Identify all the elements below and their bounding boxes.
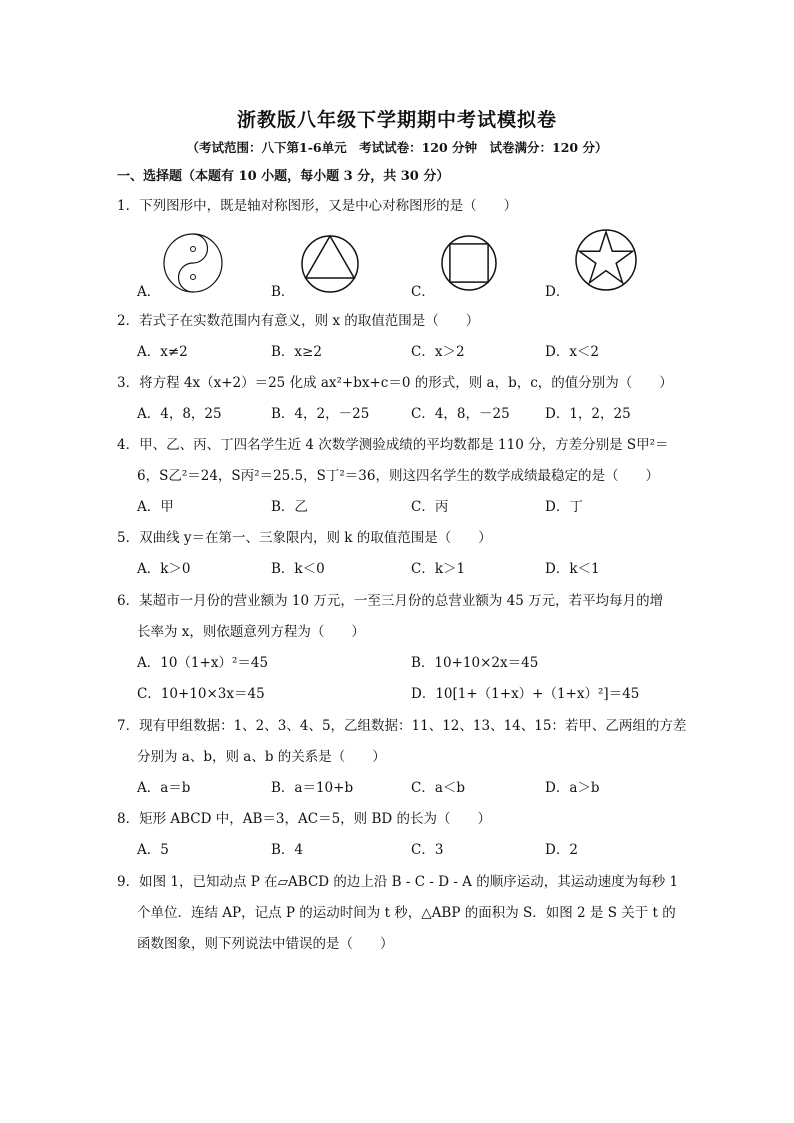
exam-subtitle: （考试范围：八下第1-6单元 考试试卷：120 分钟 试卷满分：120 分） [186, 140, 608, 155]
question-2-stem: 2．若式子在实数范围内有意义，则 x 的取值范围是（ ） [117, 313, 480, 329]
q1-option-a: A． [137, 284, 161, 300]
question-5-stem: 5．双曲线 y＝在第一、三象限内，则 k 的取值范围是（ ） [117, 530, 492, 546]
q1-option-c: C． [411, 284, 435, 300]
section-heading: 一、选择题（本题有 10 小题，每小题 3 分，共 30 分） [117, 169, 450, 184]
q6-option-c: C．10+10×3x＝45 [137, 686, 265, 702]
q5-option-d: D．k＜1 [545, 561, 600, 577]
question-3-stem: 3．将方程 4x（x+2）＝25 化成 ax²+bx+c＝0 的形式，则 a，b，c，的值分别为（ ） [117, 375, 673, 391]
q3-option-d: D．1，2，25 [545, 406, 631, 422]
question-6-stem-line-1: 6．某超市一月份的营业额为 10 万元，一至三月份的总营业额为 45 万元，若平均每月的增 [117, 593, 664, 609]
q8-option-b: B．4 [271, 842, 304, 858]
q3-option-c: C．4，8，－25 [411, 406, 510, 422]
question-1-stem: 1．下列图形中，既是轴对称图形，又是中心对称图形的是（ ） [117, 198, 518, 214]
q3-option-b: B．4，2，－25 [271, 406, 370, 422]
q1-option-d: D． [545, 284, 570, 300]
question-9-stem-line-1: 9．如图 1，已知动点 P 在▱ABCD 的边上沿 B - C - D - A 的顺序运动，其运动速度为每秒 1 [117, 874, 679, 890]
q4-option-a: A．甲 [137, 499, 174, 515]
circle-triangle-figure [300, 234, 360, 294]
q4-option-b: B．乙 [271, 499, 308, 515]
question-7-stem-line-2: 分别为 a、b，则 a、b 的关系是（ ） [137, 749, 386, 765]
question-8-stem: 8．矩形 ABCD 中，AB＝3，AC＝5，则 BD 的长为（ ） [117, 811, 491, 827]
q7-option-c: C．a＜b [411, 780, 466, 796]
q2-option-a: A．x≠2 [137, 344, 188, 360]
q6-option-b: B．10+10×2x＝45 [411, 655, 539, 671]
question-4-stem-line-1: 4．甲、乙、丙、丁四名学生近 4 次数学测验成绩的平均数都是 110 分，方差分别是 S甲²＝ [117, 437, 669, 453]
q1-option-b: B． [271, 284, 295, 300]
q7-option-a: A．a＝b [137, 780, 191, 796]
q6-option-d: D．10[1+（1+x）+（1+x）²]＝45 [411, 686, 640, 702]
question-9-stem-line-2: 个单位．连结 AP，记点 P 的运动时间为 t 秒，△ABP 的面积为 S．如图 2 是 S 关于 t 的 [137, 905, 676, 921]
q8-option-d: D．2 [545, 842, 578, 858]
q2-option-b: B．x≥2 [271, 344, 322, 360]
question-7-stem-line-1: 7．现有甲组数据：1、2、3、4、5，乙组数据：11、12、13、14、15：若甲、乙两组的方差 [117, 718, 687, 734]
question-4-stem-line-2: 6，S乙²＝24，S丙²＝25.5，S丁²＝36，则这四名学生的数学成绩最稳定的是（ ） [137, 468, 659, 484]
q8-option-c: C．3 [411, 842, 444, 858]
q4-option-d: D．丁 [545, 499, 583, 515]
page-title: 浙教版八年级下学期期中考试模拟卷 [236, 109, 557, 131]
q8-option-a: A．5 [137, 842, 169, 858]
circle-square-figure [440, 234, 498, 292]
q5-option-b: B．k＜0 [271, 561, 325, 577]
taiji-figure [162, 232, 224, 294]
q2-option-c: C．x＞2 [411, 344, 465, 360]
q2-option-d: D．x＜2 [545, 344, 600, 360]
q3-option-a: A．4，8，25 [137, 406, 222, 422]
q4-option-c: C．丙 [411, 499, 449, 515]
q5-option-c: C．k＞1 [411, 561, 466, 577]
circle-star-figure [574, 228, 638, 292]
question-6-stem-line-2: 长率为 x，则依题意列方程为（ ） [137, 624, 365, 640]
q6-option-a: A．10（1+x）²＝45 [137, 655, 269, 671]
q7-option-d: D．a＞b [545, 780, 600, 796]
q5-option-a: A．k＞0 [137, 561, 191, 577]
question-9-stem-line-3: 函数图象，则下列说法中错误的是（ ） [137, 936, 394, 952]
q7-option-b: B．a＝10+b [271, 780, 354, 796]
